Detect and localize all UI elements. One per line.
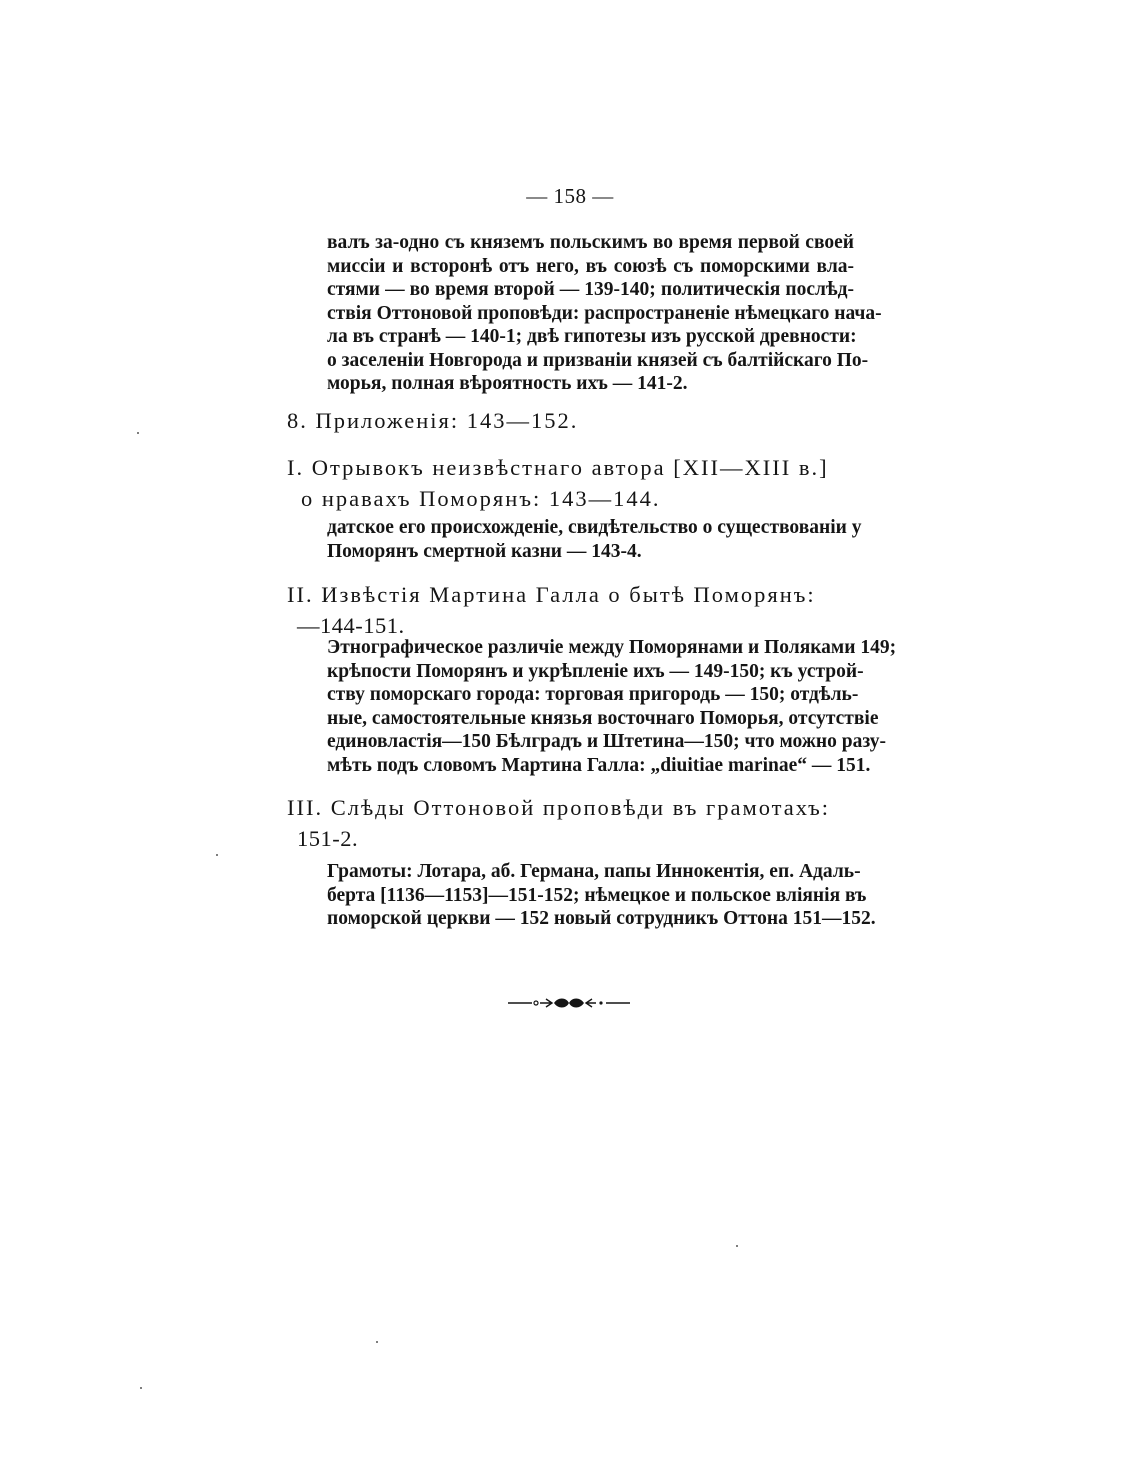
section-i-heading [287, 452, 829, 514]
text-line: стями — во время второй — 139-140; политическія послѣд- [327, 279, 854, 300]
scan-speck [376, 1341, 378, 1343]
text-line: Грамоты: Лотара, аб. Германа, папы Иннокентія, еп. Адаль- [327, 861, 861, 882]
scan-speck [736, 1245, 738, 1247]
section-iii-heading [287, 792, 830, 854]
text-line: морья, полная вѣроятность ихъ — 141-2. [327, 373, 688, 394]
section-i-text [327, 516, 862, 563]
text-line: ству поморскаго города: торговая пригородь — 150; отдѣль- [327, 684, 859, 705]
heading-line: II. Извѣстія Мартина Галла о бытѣ Поморянъ: [287, 582, 816, 607]
scan-speck [216, 854, 218, 856]
section-iii-text [327, 860, 876, 931]
heading-line: о нравахъ Поморянъ: 143—144. [301, 486, 661, 511]
text-line: поморской церкви — 152 новый сотрудникъ Оттона 151—152. [327, 908, 876, 929]
text-line: миссіи и всторонѣ отъ него, въ союзѣ съ поморскими вла- [327, 255, 854, 277]
tailpiece-ornament-icon [506, 994, 632, 1012]
text-line: берта [1136—1153]—151-152; нѣмецкое и польское вліянія въ [327, 884, 867, 906]
text-line: валъ за-одно съ княземъ польскимъ во время первой своей [327, 232, 854, 253]
intro-paragraph [327, 231, 882, 396]
scan-speck [140, 1387, 142, 1389]
heading-line: 151-2. [297, 826, 359, 851]
text-line: крѣпости Поморянъ и укрѣпленіе ихъ — 149-150; къ устрой- [327, 660, 864, 682]
text-line: ствія Оттоновой проповѣди: распространеніе нѣмецкаго нача- [327, 302, 882, 324]
section-ii-heading [287, 579, 816, 641]
text-line: единовластія—150 Бѣлградъ и Штетина—150; что можно разу- [327, 731, 887, 752]
text-line: о заселеніи Новгорода и призваніи князей съ балтійскаго По- [327, 349, 869, 371]
text-line: датское его происхожденіе, свидѣтельство о существованіи у [327, 517, 862, 538]
text-line: мѣть подъ словомъ Мартина Галла: „diuitiae marinae“ — 151. [327, 754, 871, 776]
scan-speck [137, 432, 139, 434]
section-ii-text [327, 636, 897, 777]
section-8-heading [287, 405, 578, 436]
text-line: ные, самостоятельные князья восточнаго Поморья, отсутствіе [327, 707, 879, 729]
text-line: Поморянъ смертной казни — 143-4. [327, 540, 642, 562]
page-number: — 158 — [526, 184, 614, 208]
text-line: Этнографическое различіе между Поморянами и Поляками 149; [327, 637, 897, 658]
heading-line: III. Слѣды Оттоновой проповѣди въ грамотахъ: [287, 795, 831, 820]
text-line: ла въ странѣ — 140-1; двѣ гипотезы изъ русской древности: [327, 326, 857, 347]
heading-line: —144-151. [297, 613, 405, 638]
heading-line: I. Отрывокъ неизвѣстнаго автора [XII—XIII в.] [287, 455, 829, 480]
heading-line: 8. Приложенія: 143—152. [287, 408, 579, 433]
